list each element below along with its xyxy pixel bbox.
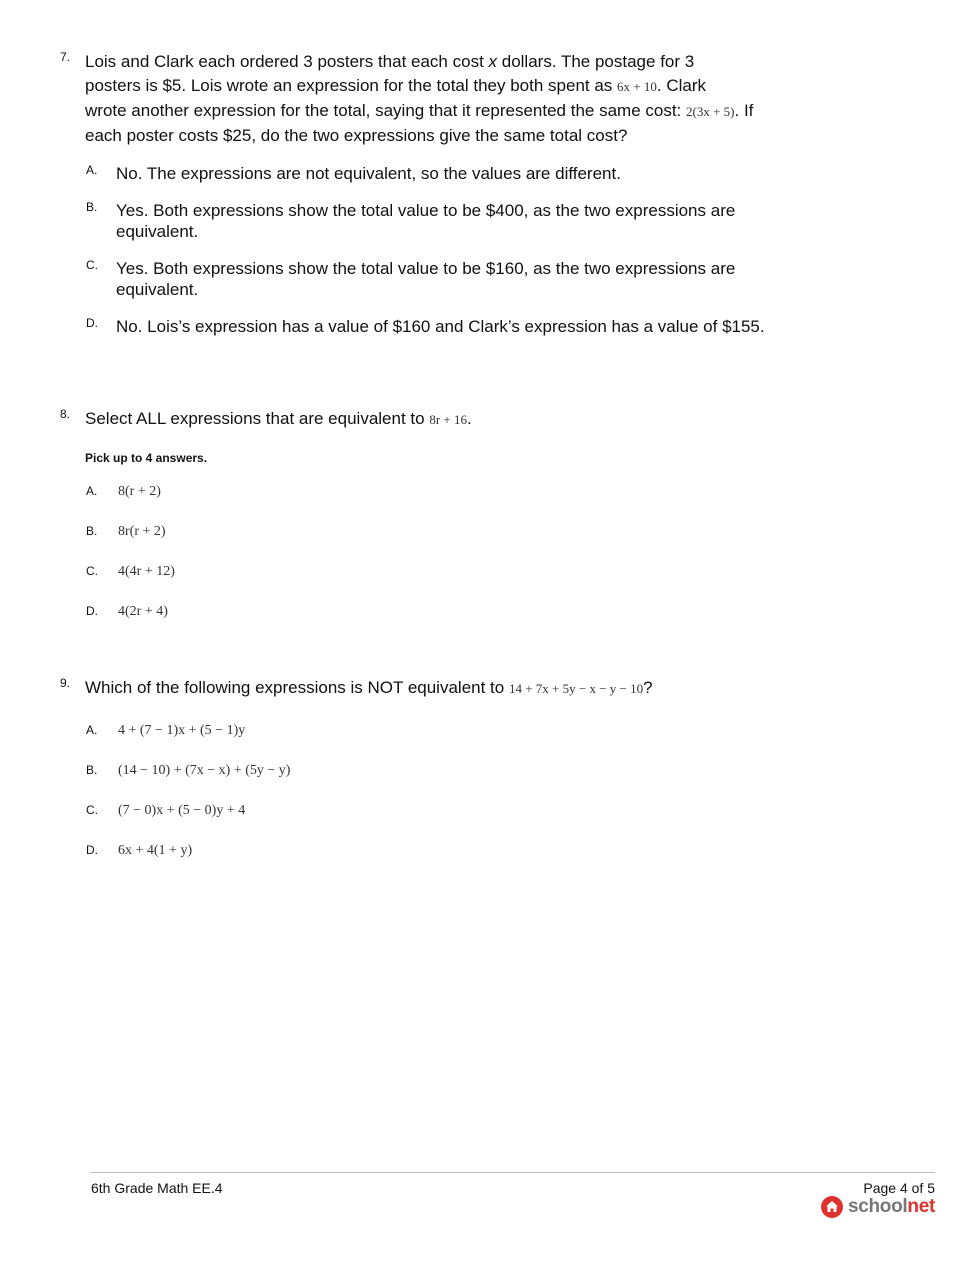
choice-text: Yes. Both expressions show the total value to be $160, as the two expressions are equivalent. [116,259,736,299]
choice-letter: D. [86,316,98,330]
choice-c[interactable] [86,258,766,300]
question-number: 9. [60,676,71,690]
question-9 [60,676,780,701]
choice-c[interactable] [86,564,766,580]
choice-letter: A. [86,723,98,737]
choice-math: 6x + 4(1 + y) [118,843,193,858]
choice-letter: B. [86,763,98,777]
choice-math: 4 + (7 − 1)x + (5 − 1)y [118,723,246,738]
pick-instruction: Pick up to 4 answers. [85,451,208,465]
choice-a[interactable] [86,484,766,500]
choice-math: (14 − 10) + (7x − x) + (5y − y) [118,763,291,778]
question-text: Select ALL expressions that are equivalent to 8r + 16. [85,409,472,428]
expression-lois: 6x + 10 [617,79,657,94]
question-8 [60,407,780,432]
question-text: Lois and Clark each ordered 3 posters that each cost x dollars. The postage for 3 posters is $5. Lois wrote an expression for the total they both spent as 6x + 10. Clark wrote another expression for the total, saying that it represented the same cost: 2(3x + 5). If each poster costs $25, do the two expressions give the same total cost? [85,52,754,145]
choice-b[interactable] [86,763,766,779]
choice-math: 8(r + 2) [118,484,161,499]
choice-d[interactable] [86,843,766,859]
choice-a[interactable] [86,163,766,184]
footer-divider [90,1172,935,1173]
choice-letter: A. [86,163,98,177]
question-number: 7. [60,50,71,64]
choice-letter: B. [86,200,98,214]
choice-letter: C. [86,258,98,272]
choice-letter: D. [86,604,98,618]
choice-letter: C. [86,803,98,817]
choice-text: No. The expressions are not equivalent, so the values are different. [116,164,621,183]
expression-clark: 2(3x + 5) [686,104,735,119]
page-number: Page 4 of 5 [863,1180,935,1196]
choice-d[interactable] [86,604,766,620]
question-text: Which of the following expressions is NOT equivalent to 14 + 7x + 5y − x − y − 10? [85,678,653,697]
choice-math: 8r(r + 2) [118,524,166,539]
choice-letter: C. [86,564,98,578]
choice-letter: A. [86,484,98,498]
choice-a[interactable] [86,723,766,739]
choice-math: 4(4r + 12) [118,564,175,579]
choice-letter: B. [86,524,98,538]
choice-c[interactable] [86,803,766,819]
choice-math: 4(2r + 4) [118,604,168,619]
target-expression: 8r + 16 [429,412,467,427]
choice-b[interactable] [86,200,766,242]
choice-b[interactable] [86,524,766,540]
footer-title: 6th Grade Math EE.4 [91,1180,223,1196]
schoolnet-logo: schoolnet [821,1196,935,1218]
choice-text: Yes. Both expressions show the total value to be $400, as the two expressions are equivalent. [116,201,736,241]
choice-d[interactable] [86,316,766,337]
target-expression: 14 + 7x + 5y − x − y − 10 [508,681,644,696]
home-icon [821,1196,843,1218]
choice-letter: D. [86,843,98,857]
question-7 [60,50,780,148]
question-number: 8. [60,407,71,421]
choice-text: No. Lois’s expression has a value of $160 and Clark’s expression has a value of $155. [116,317,765,336]
choice-math: (7 − 0)x + (5 − 0)y + 4 [118,803,246,818]
